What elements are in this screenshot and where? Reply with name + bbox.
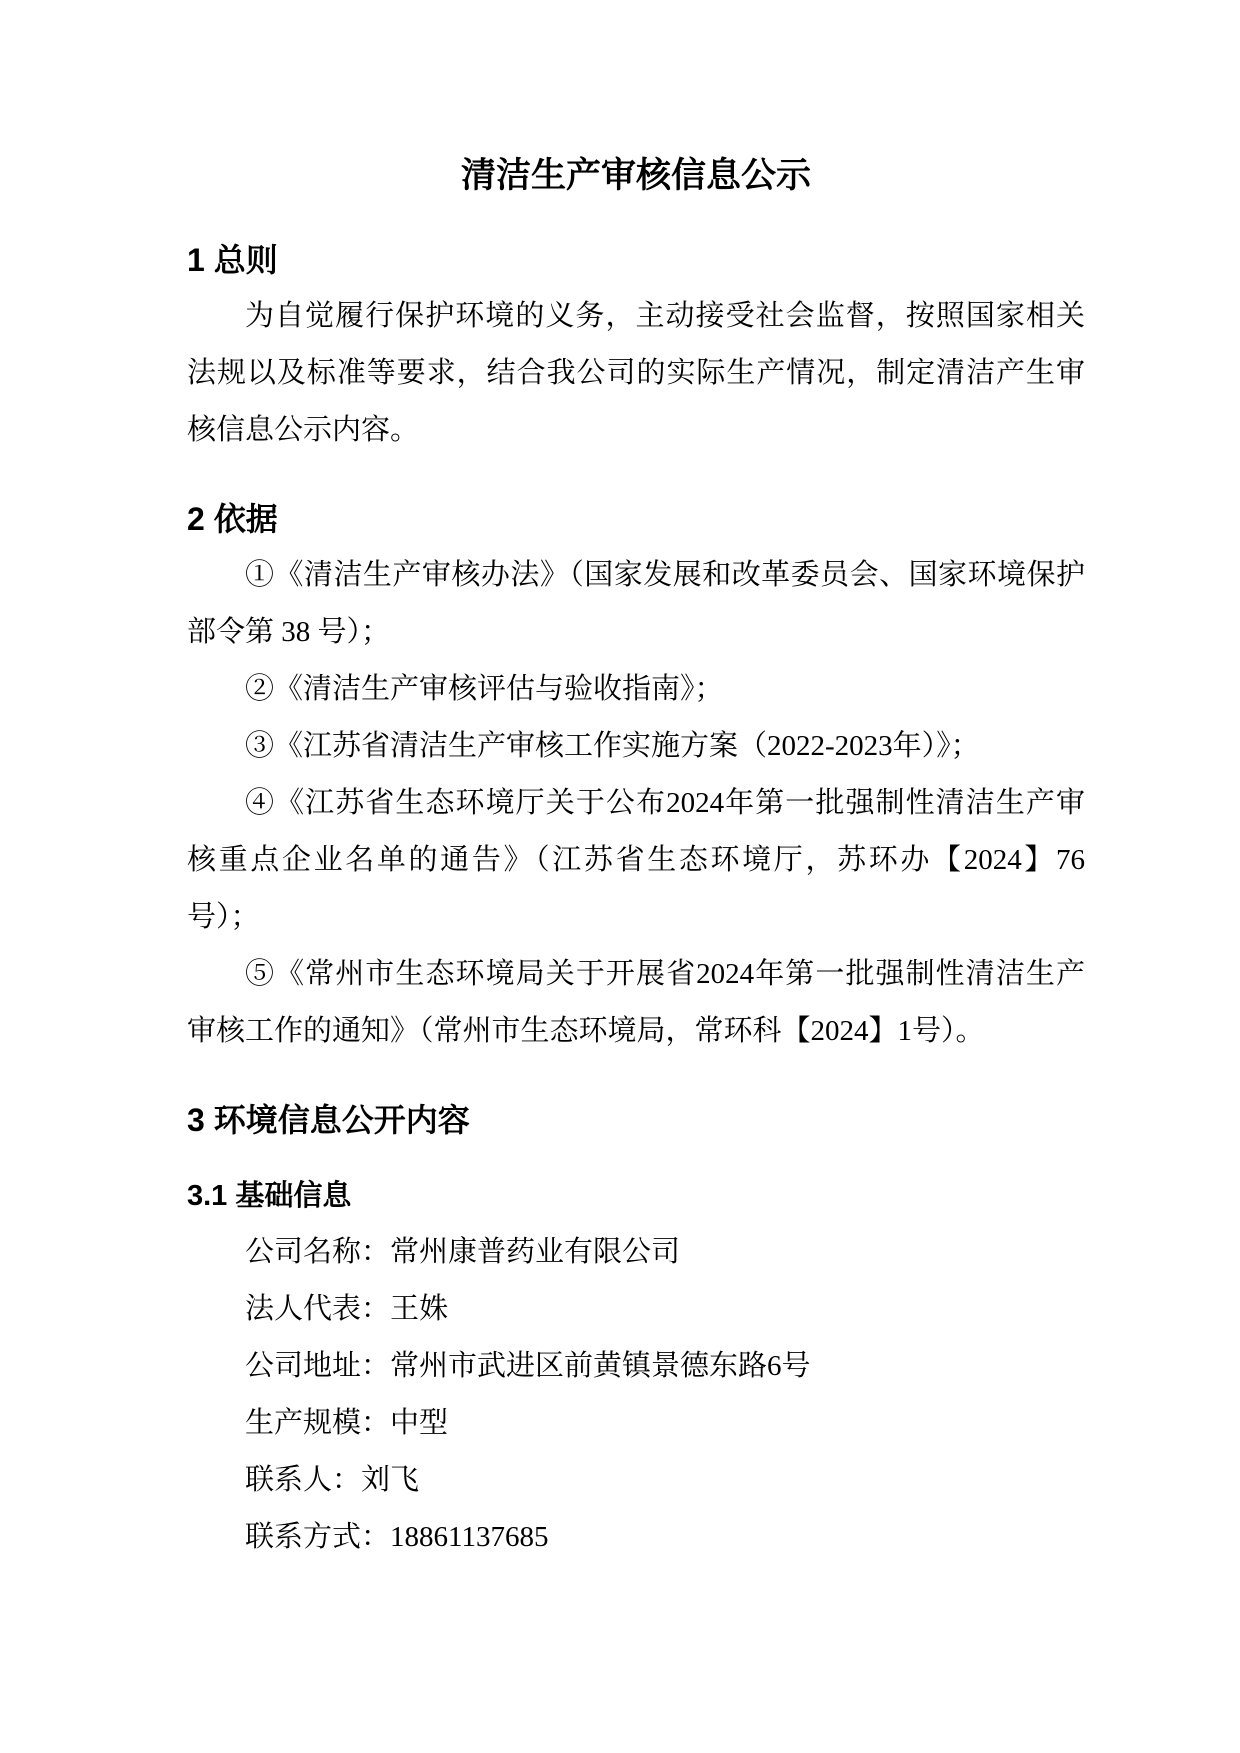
field-company-address xyxy=(187,1338,1085,1395)
section-2-item-3: ③《江苏省清洁生产审核工作实施方案（2022-2023年）》； xyxy=(245,730,980,762)
section-2-heading: 2 依据 xyxy=(187,501,278,537)
field-company-address-label: 公司地址： xyxy=(245,1350,391,1382)
field-legal-representative-value: 王姝 xyxy=(390,1293,449,1325)
field-contact-person xyxy=(187,1452,1085,1509)
field-company-name-label: 公司名称： xyxy=(245,1236,391,1268)
field-contact-person-value: 刘飞 xyxy=(361,1464,420,1496)
field-contact-person-label: 联系人： xyxy=(245,1464,362,1496)
field-legal-representative xyxy=(187,1281,1085,1338)
section-2-item-4: ④《江苏省生态环境厅关于公布2024年第一批强制性清洁生产审核重点企业名单的通告》（江苏省生态环境厅，苏环办【2024】76号）； xyxy=(187,787,1085,933)
section-2-item-2: ②《清洁生产审核评估与验收指南》； xyxy=(245,673,724,705)
section-1-paragraph: 为自觉履行保护环境的义务，主动接受社会监督，按照国家相关法规以及标准等要求，结合我公司的实际生产情况，制定清洁产生审核信息公示内容。 xyxy=(187,300,1085,446)
field-legal-representative-label: 法人代表： xyxy=(245,1293,391,1325)
field-contact-phone-label: 联系方式： xyxy=(245,1521,391,1553)
field-production-scale xyxy=(187,1395,1085,1452)
section-3-heading: 3 环境信息公开内容 xyxy=(187,1102,470,1138)
field-company-address-value: 常州市武进区前黄镇景德东路6号 xyxy=(390,1350,811,1382)
section-2-item-5: ⑤《常州市生态环境局关于开展省2024年第一批强制性清洁生产审核工作的通知》（常州市生态环境局，常环科【2024】1号）。 xyxy=(187,958,1085,1047)
field-production-scale-value: 中型 xyxy=(390,1407,449,1439)
field-company-name-value: 常州康普药业有限公司 xyxy=(390,1236,681,1268)
section-3-1-heading: 3.1 基础信息 xyxy=(187,1180,352,1212)
section-1-heading: 1 总则 xyxy=(187,242,278,278)
field-production-scale-label: 生产规模： xyxy=(245,1407,391,1439)
field-company-name xyxy=(187,1224,1085,1281)
field-contact-phone-value: 18861137685 xyxy=(390,1521,549,1553)
field-contact-phone xyxy=(187,1509,1085,1566)
document-title: 清洁生产审核信息公示 xyxy=(460,156,811,195)
section-2-item-1: ①《清洁生产审核办法》（国家发展和改革委员会、国家环境保护部令第 38 号）； xyxy=(187,559,1085,648)
